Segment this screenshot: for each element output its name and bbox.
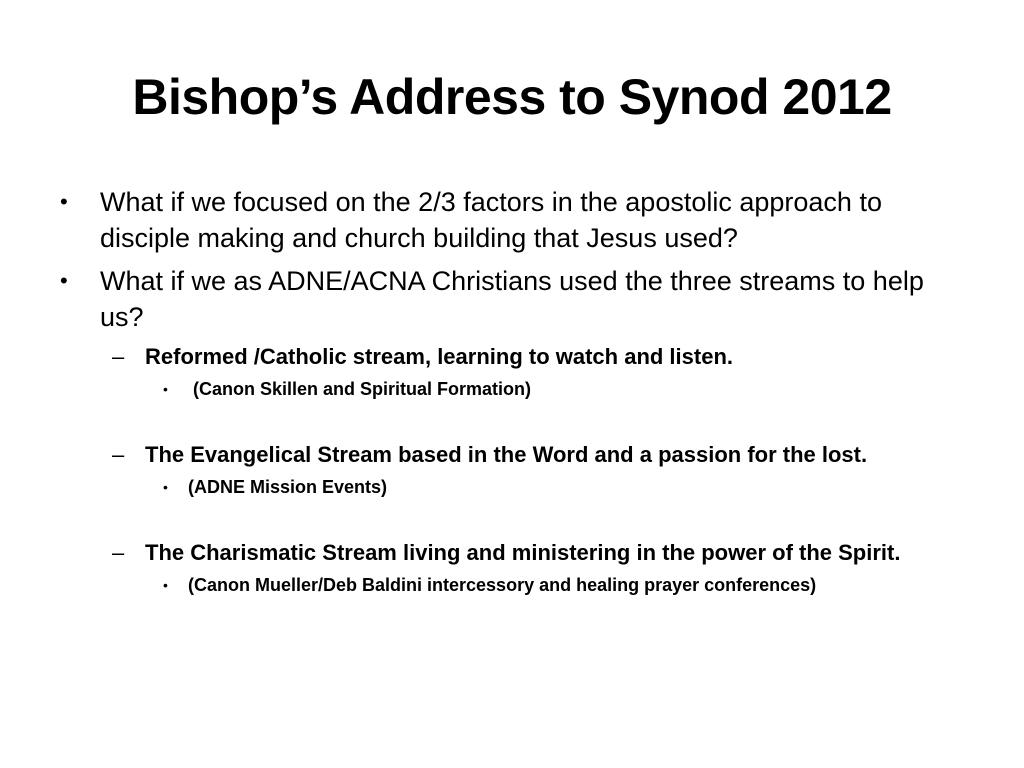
bullet-marker: • bbox=[60, 189, 68, 214]
dash-marker: – bbox=[112, 442, 125, 467]
slide-body bbox=[60, 184, 964, 598]
bullet-marker: • bbox=[163, 577, 168, 593]
dash-marker: – bbox=[112, 344, 125, 369]
bullet-marker: • bbox=[163, 381, 168, 397]
sub-sub-bullet-text: (ADNE Mission Events) bbox=[188, 477, 388, 497]
spacer bbox=[60, 402, 964, 436]
sub-bullet-text: Reformed /Catholic stream, learning to watch and listen. bbox=[145, 344, 734, 369]
spacer bbox=[60, 500, 964, 534]
dash-marker: – bbox=[112, 540, 125, 565]
bullet-text: What if we focused on the 2/3 factors in the apostolic approach to disciple making and church building that Jesus used? bbox=[100, 187, 882, 253]
sub-sub-bullet-text: (Canon Mueller/Deb Baldini intercessory and healing prayer conferences) bbox=[188, 575, 817, 595]
sub-bullet-item bbox=[60, 440, 964, 470]
bullet-marker: • bbox=[163, 479, 168, 495]
sub-sub-bullet-text: (Canon Skillen and Spiritual Formation) bbox=[188, 379, 532, 399]
sub-sub-bullet-item bbox=[60, 376, 964, 402]
slide-title: Bishop’s Address to Synod 2012 bbox=[132, 69, 892, 125]
bullet-item bbox=[60, 263, 964, 335]
bullet-text: What if we as ADNE/ACNA Christians used the three streams to help us? bbox=[100, 266, 924, 332]
sub-bullet-text: The Charismatic Stream living and ministering in the power of the Spirit. bbox=[145, 540, 901, 565]
sub-sub-bullet-item bbox=[60, 572, 964, 598]
bullet-marker: • bbox=[60, 268, 68, 293]
bullet-item bbox=[60, 184, 964, 256]
sub-sub-bullet-item bbox=[60, 474, 964, 500]
sub-bullet-item bbox=[60, 342, 964, 372]
sub-bullet-item bbox=[60, 538, 964, 568]
sub-bullet-text: The Evangelical Stream based in the Word and a passion for the lost. bbox=[145, 442, 868, 467]
